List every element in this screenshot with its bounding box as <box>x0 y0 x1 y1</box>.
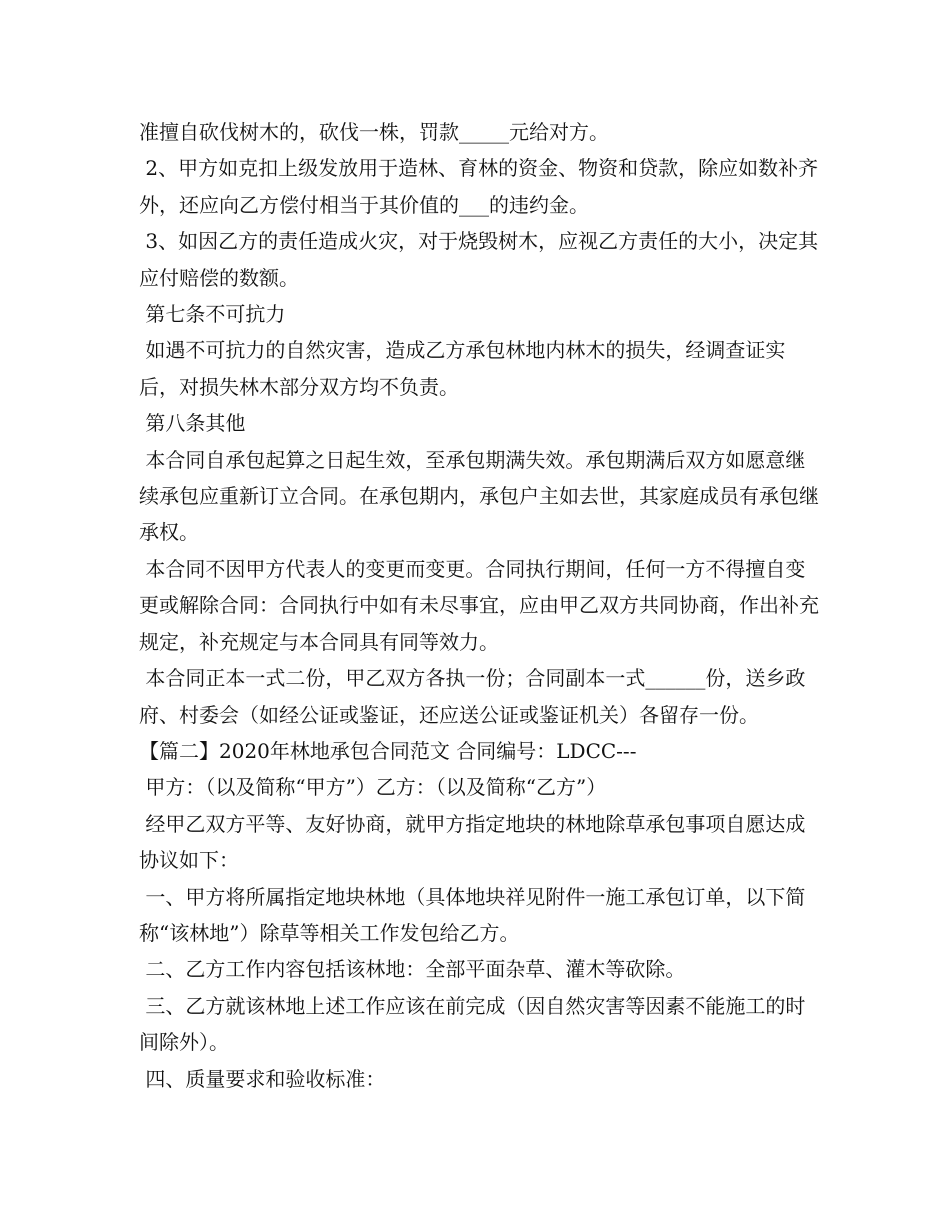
paragraph-item-1: 一、甲方将所属指定地块林地（具体地块祥见附件一施工承包订单，以下简称“该林地”）除草等相关工作发包给乙方。 <box>139 884 806 945</box>
paragraph-effective-term: 本合同自承包起算之日起生效，至承包期满失效。承包期满后双方如愿意继续承包应重新订立合同。在承包期内，承包户主如去世，其家庭成员有承包继承权。 <box>139 447 819 545</box>
paragraph-force-majeure: 如遇不可抗力的自然灾害，造成乙方承包林地内林木的损失，经调查证实后，对损失林木部分双方均不负责。 <box>139 338 786 399</box>
paragraph-item-3: 三、乙方就该林地上述工作应该在前完成（因自然灾害等因素不能施工的时间除外）。 <box>139 993 806 1055</box>
paragraph-item-4: 四、质量要求和验收标准： <box>139 1066 386 1091</box>
document-body <box>139 114 819 1097</box>
paragraph-copies: 本合同正本一式二份，甲乙双方各执一份；合同副本一式______份，送乡政府、村委会（如经公证或鉴证，还应送公证或鉴证机关）各留存一份。 <box>139 666 806 727</box>
paragraph-penalty-felling: 准擅自砍伐树木的，砍伐一株，罚款_____元给对方。 <box>139 120 609 144</box>
heading-part-2: 【篇二】2020年林地承包合同范文 合同编号：LDCC--- <box>139 738 637 763</box>
paragraph-item-2: 二、乙方工作内容包括该林地：全部平面杂草、灌木等砍除。 <box>139 957 686 982</box>
paragraph-clause-3: 3、如因乙方的责任造成火灾，对于烧毁树木，应视乙方责任的大小，决定其应付赔偿的数额。 <box>139 229 819 290</box>
heading-article-8: 第八条其他 <box>139 411 246 436</box>
heading-article-7: 第七条不可抗力 <box>139 302 286 327</box>
paragraph-agreement-intro: 经甲乙双方平等、友好协商，就甲方指定地块的林地除草承包事项自愿达成协议如下： <box>139 811 806 873</box>
paragraph-no-change: 本合同不因甲方代表人的变更而变更。合同执行期间，任何一方不得擅自变更或解除合同：合同执行中如有未尽事宜，应由甲乙双方共同协商，作出补充规定，补充规定与本合同具有同等效力。 <box>139 556 819 654</box>
paragraph-parties: 甲方：（以及简称“甲方”）乙方：（以及简称“乙方”） <box>139 775 607 800</box>
paragraph-clause-2: 2、甲方如克扣上级发放用于造林、育林的资金、物资和贷款，除应如数补齐外，还应向乙方偿付相当于其价值的___的违约金。 <box>139 156 819 217</box>
